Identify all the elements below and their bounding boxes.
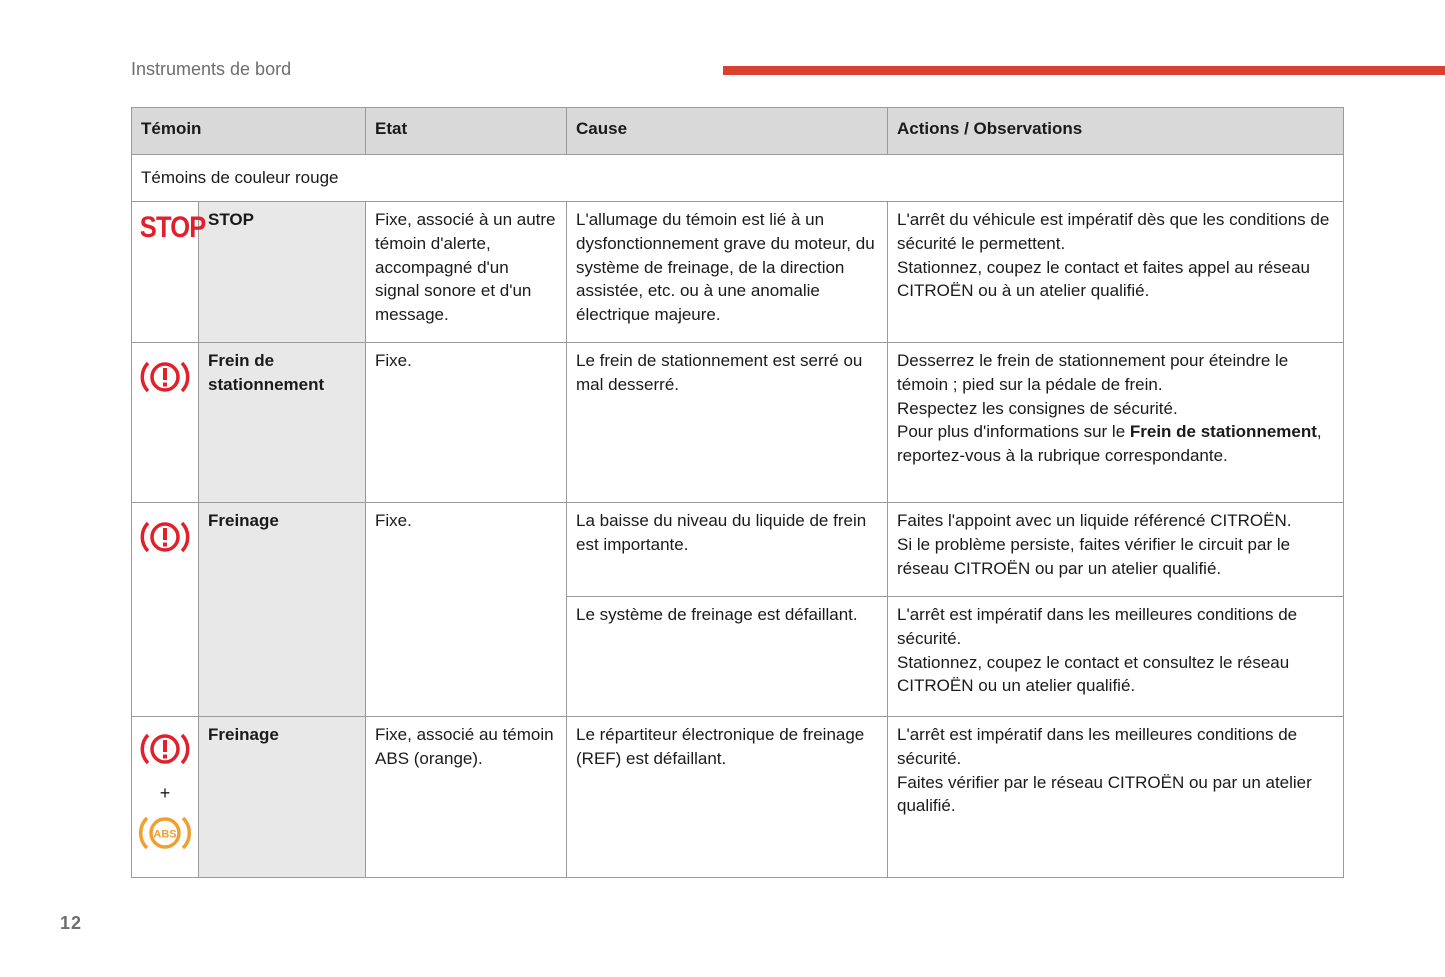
table-row: Freinage Fixe. La baisse du niveau du liquide de frein est importante. Faites l'appoint avec un liquide référencé CITROËN. Si le problème persiste, faites vérifier le circuit par le réseau CITROËN ou par un atelier qualifié. [132, 503, 1344, 597]
svg-text:ABS: ABS [153, 828, 177, 841]
section-row: Témoins de couleur rouge [132, 155, 1344, 202]
accent-bar [723, 66, 1445, 75]
brake-warning-icon [140, 517, 190, 557]
table-row: + ABS Freinage Fixe, associé au témoin ABS (orange). Le répartiteur électronique de freinage (REF) est défaillant. L'arrêt est impératif dans les meilleures conditions de sécurité. Faites vérifier par le réseau CITROËN ou par un atelier qualifié. [132, 717, 1344, 878]
plus-sign: + [159, 782, 171, 803]
brake-warning-icon [140, 357, 190, 397]
col-header-temoin: Témoin [132, 108, 366, 155]
section-title: Instruments de bord [131, 59, 292, 79]
warning-lights-table [131, 107, 1344, 878]
table-row: Le système de freinage est défaillant. L'arrêt est impératif dans les meilleures conditions de sécurité. Stationnez, coupez le contact et consultez le réseau CITROËN ou un atelier qualifié. [132, 597, 1344, 717]
table-header [132, 108, 1344, 155]
stop-icon: STOP [132, 202, 199, 343]
table-row: Frein de stationnement Fixe. Le frein de stationnement est serré ou mal desserré. Desserrez le frein de stationnement pour éteindre le témoin ; pied sur la pédale de frein. Respectez les consignes de sécurité. Pour plus d'informations sur le Frein de stationnement, reportez-vous à la rubrique correspondante. [132, 343, 1344, 503]
col-header-actions: Actions / Observations [888, 108, 1344, 155]
table-row: STOP STOP Fixe, associé à un autre témoin d'alerte, accompagné d'un signal sonore et d'un message. L'allumage du témoin est lié à un dysfonctionnement grave du moteur, du système de freinage, de la direction assistée, etc. ou à une anomalie électrique majeure. L'arrêt du véhicule est impératif dès que les conditions de sécurité le permettent. Stationnez, coupez le contact et faites appel au réseau CITROËN ou à un atelier qualifié. [132, 202, 1344, 343]
brake-warning-icon [140, 729, 190, 769]
page-number: 12 [60, 913, 83, 933]
col-header-cause: Cause [567, 108, 888, 155]
col-header-etat: Etat [366, 108, 567, 155]
abs-icon [138, 812, 192, 854]
